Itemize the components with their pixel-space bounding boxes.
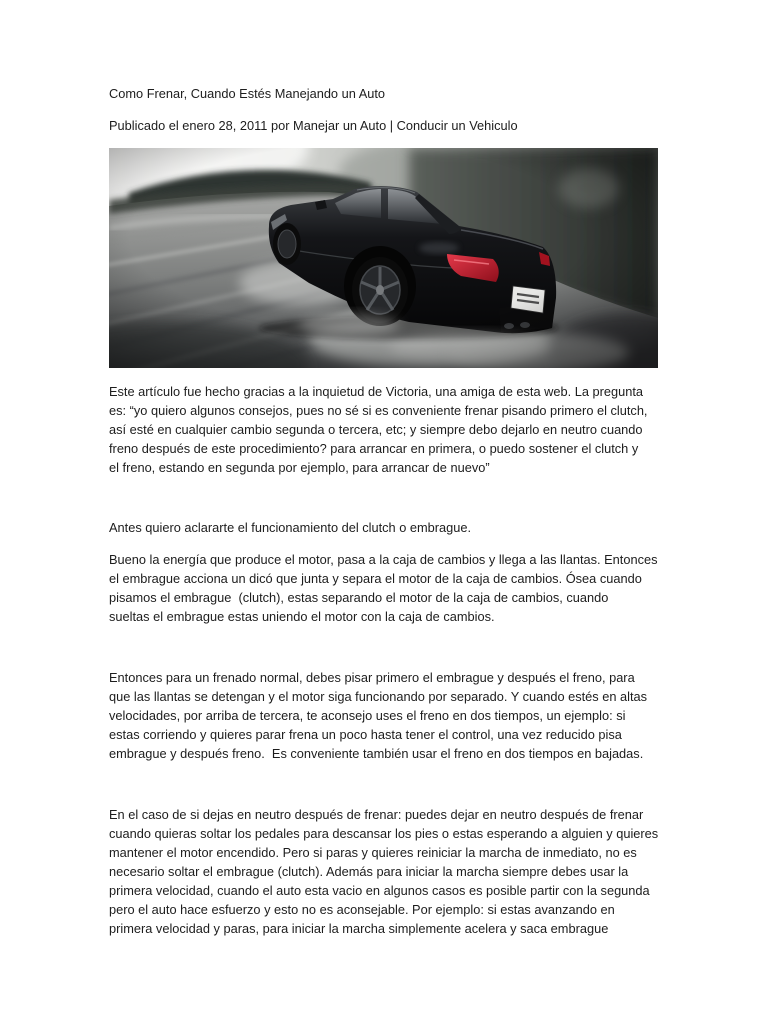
paragraph-line: primera velocidad, cuando el auto esta vacio en algunos casos es posible partir con la segunda <box>109 883 650 898</box>
paragraph-line: es: “yo quiero algunos consejos, pues no sé si es conveniente frenar pisando primero el clutch, <box>109 403 648 418</box>
paragraph-line: En el caso de si dejas en neutro después de frenar: puedes dejar en neutro después de frenar <box>109 807 644 822</box>
paragraph-line: estas corriendo y quieres parar frena un poco hasta tener el control, una vez reducido pisa <box>109 727 622 742</box>
paragraph-line: embrague y después freno. Es conveniente también usar el freno en dos tiempos en bajadas. <box>109 746 644 761</box>
paragraph-line: pisamos el embrague (clutch), estas separando el motor de la caja de cambios, cuando <box>109 590 609 605</box>
paragraph-line: freno después de este procedimiento? para arrancar en primera, o puedo sostener el clutch y <box>109 441 639 456</box>
car-drift-photo <box>109 148 658 368</box>
paragraph <box>109 382 709 477</box>
paragraph-line: que las llantas se detengan y el motor siga funcionando por separado. Y cuando estés en altas <box>109 689 648 704</box>
photo-vignette <box>109 148 658 368</box>
paragraph-line: así esté en cualquier cambio segunda o tercera, etc; y siempre debo dejarlo en neutro cuando <box>109 422 643 437</box>
paragraph <box>109 668 709 763</box>
paragraph-line: pero el auto hace esfuerzo y esto no es aconsejable. Por ejemplo: si estas avanzando en <box>109 902 615 917</box>
paragraph-line: mantener el motor encendido. Pero si paras y quieres reiniciar la marcha de inmediato, no es <box>109 845 637 860</box>
photo-scene <box>109 148 658 368</box>
paragraph <box>109 518 709 537</box>
paragraph-line: Bueno la energía que produce el motor, pasa a la caja de cambios y llega a las llantas. Entonces <box>109 552 658 567</box>
article-byline: Publicado el enero 28, 2011 por Manejar un Auto | Conducir un Vehiculo <box>109 118 518 133</box>
article <box>109 84 709 938</box>
paragraph-line: cuando quieras soltar los pedales para descansar los pies o estas esperando a alguien y quieres <box>109 826 659 841</box>
paragraph-line: el embrague acciona un dicó que junta y separa el motor de la caja de cambios. Ósea cuando <box>109 571 642 586</box>
paragraph-line: Este artículo fue hecho gracias a la inquietud de Victoria, una amiga de esta web. La pregunta <box>109 384 644 399</box>
paragraph-line: sueltas el embrague estas uniendo el motor con la caja de cambios. <box>109 609 495 624</box>
paragraph-line: velocidades, por arriba de tercera, te aconsejo uses el freno en dos tiempos, un ejemplo: si <box>109 708 626 723</box>
article-title: Como Frenar, Cuando Estés Manejando un Auto <box>109 86 386 101</box>
paragraph <box>109 805 709 938</box>
paragraph-line: el freno, estando en segunda por ejemplo, para arrancar de nuevo” <box>109 460 490 475</box>
paragraph-line: Entonces para un frenado normal, debes pisar primero el embrague y después el freno, para <box>109 670 635 685</box>
paragraph-line: necesario soltar el embrague (clutch). Además para iniciar la marcha siempre debes usar la <box>109 864 629 879</box>
paragraph-line: Antes quiero aclararte el funcionamiento del clutch o embrague. <box>109 520 472 535</box>
paragraph-line: primera velocidad y paras, para iniciar la marcha simplemente acelera y saca embrague <box>109 921 609 936</box>
article-photo <box>109 148 658 368</box>
paragraph <box>109 550 709 626</box>
